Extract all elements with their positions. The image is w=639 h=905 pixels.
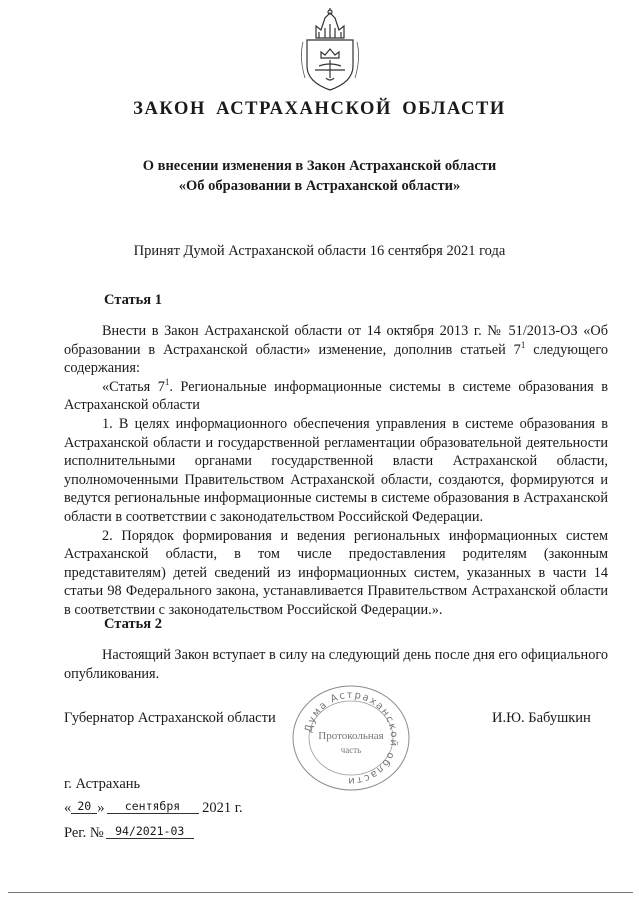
article-1-paragraph-4: 2. Порядок формирования и ведения региональных информационных систем Астраханской области, в том числе предоставления родителям (законным представителям) детей сведений из информационных систем, указанных в части 14 статьи 98 Федерального закона, устанавливается Правительством Астраханской области в соответствии с законодательством Российской Федерации.». [64,527,608,618]
subtitle-line-2: «Об образовании в Астраханской области» [178,178,461,194]
subtitle-line-1: О внесении изменения в Закон Астраханской области [142,158,497,174]
article-2-paragraph-1: Настоящий Закон вступает в силу на следующий день после дня его официального опубликования. [64,647,608,682]
signatory-name: И.Ю. Бабушкин [492,710,591,726]
reg-label: Рег. № [64,825,104,841]
date-month: сентября [107,800,199,814]
official-stamp [288,683,414,793]
stamp-center-line-1: Протокольная [318,730,384,742]
adoption-note: Принят Думой Астраханской области 16 сентября 2021 года [133,243,506,259]
bottom-divider [8,892,633,893]
place-of-signing: г. Астрахань [64,776,141,792]
signing-date: « 20 » сентября 2021 г. [64,799,243,816]
signatory-position: Губернатор Астраханской области [64,710,276,726]
stamp-ring-text: Дума Астраханской области [303,689,400,787]
coat-of-arms-icon [299,8,361,92]
article-2-heading: Статья 2 [104,616,162,632]
article-1-heading: Статья 1 [104,292,162,308]
date-year: 2021 г. [202,800,243,816]
article-1-paragraph-1: Внести в Закон Астраханской области от 14 октября 2013 г. № 51/2013-ОЗ «Об образовании в Астраханской области» изменение, дополнив статьей $7^1$ следующего содержания: [64,323,608,377]
date-day: 20 [71,800,97,814]
article-1-paragraph-3: 1. В целях информационного обеспечения управления в системе образования в Астраханской области и государственной регламентации образовательной деятельности исполнительными органами государственной власти Астраханской области, уполномоченными Правительством Астраханской области, создаются, формируются и ведутся региональные информационные системы в системе образования в Астраханской области в соответствии с законодательством Российской Федерации. [64,415,608,525]
article-1-body [64,322,608,620]
document-subtitle [0,156,639,196]
document-title: ЗАКОН АСТРАХАНСКОЙ ОБЛАСТИ [133,99,506,119]
stamp-center-line-2: часть [340,745,362,755]
article-2-body [64,646,608,683]
article-1-paragraph-2: «Статья $7^1$. Региональные информационные системы в системе образования в Астраханской области [64,377,608,414]
registration-number [64,825,194,842]
reg-number: 94/2021-03 [106,825,194,839]
